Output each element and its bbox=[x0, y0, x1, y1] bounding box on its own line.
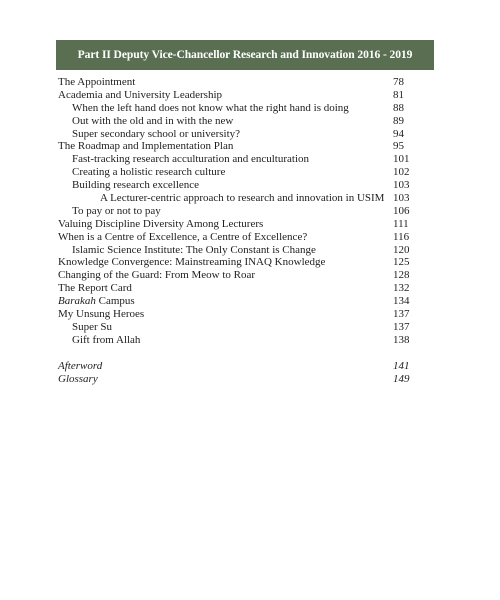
toc-entry-page: 103 bbox=[393, 192, 410, 205]
toc-entry-page: 137 bbox=[393, 308, 410, 321]
toc-entry-title: Creating a holistic research culture bbox=[72, 166, 226, 179]
toc-entry-title: When the left hand does not know what the right hand is doing bbox=[72, 101, 349, 114]
toc-entry-page: 137 bbox=[393, 320, 410, 333]
toc-entry-title: Glossary bbox=[58, 372, 98, 385]
toc-entry-title bbox=[58, 295, 135, 308]
toc-entry[interactable] bbox=[58, 89, 412, 102]
toc-entry-page: 149 bbox=[393, 372, 410, 385]
toc-entry-page: 88 bbox=[393, 101, 404, 114]
toc-entry[interactable] bbox=[58, 282, 412, 295]
toc-entry-page: 94 bbox=[393, 127, 404, 140]
toc-entry[interactable] bbox=[58, 269, 412, 282]
toc-backmatter-entry[interactable] bbox=[58, 373, 412, 386]
toc-entry-title: My Unsung Heroes bbox=[58, 308, 145, 321]
toc-entry-title: Out with the old and in with the new bbox=[72, 114, 234, 127]
toc-subentry[interactable] bbox=[58, 115, 412, 128]
toc-entry[interactable] bbox=[58, 308, 412, 321]
toc-entry[interactable] bbox=[58, 231, 412, 244]
toc-entry-page: 95 bbox=[393, 140, 404, 153]
toc-subentry[interactable] bbox=[58, 321, 412, 334]
toc-entry-title: Changing of the Guard: From Meow to Roar bbox=[58, 269, 256, 282]
toc-entry-page: 134 bbox=[393, 295, 410, 308]
toc-entry-page: 138 bbox=[393, 333, 410, 346]
toc-subsubentry[interactable] bbox=[58, 192, 412, 205]
toc-entry-title: Afterword bbox=[58, 359, 103, 372]
toc-entry-title: The Report Card bbox=[58, 282, 132, 295]
toc-entry[interactable] bbox=[58, 256, 412, 269]
toc-entry-title: Super Su bbox=[72, 320, 113, 333]
toc-entry-page: 128 bbox=[393, 269, 410, 282]
toc-entry-title: Gift from Allah bbox=[72, 333, 141, 346]
toc-entry-page: 78 bbox=[393, 76, 404, 88]
toc-entry-page: 120 bbox=[393, 243, 410, 256]
toc-entry-title: The Appointment bbox=[58, 76, 136, 88]
toc-entry-title: Building research excellence bbox=[72, 179, 200, 192]
part-header-bar bbox=[56, 40, 434, 70]
toc-entry-page: 81 bbox=[393, 88, 404, 101]
toc-entry-page: 116 bbox=[393, 230, 410, 243]
toc-entry[interactable] bbox=[58, 295, 412, 308]
toc-entry-title: The Roadmap and Implementation Plan bbox=[58, 140, 234, 153]
toc-subentry[interactable] bbox=[58, 128, 412, 141]
toc-subentry[interactable] bbox=[58, 166, 412, 179]
toc-subentry[interactable] bbox=[58, 244, 412, 257]
toc-entry-title-italic: Barakah bbox=[58, 295, 96, 308]
toc-entry-title: Islamic Science Institute: The Only Constant is Change bbox=[72, 243, 316, 256]
toc-entry-title: To pay or not to pay bbox=[72, 204, 161, 217]
toc-entry-page: 125 bbox=[393, 256, 410, 269]
toc-backmatter-entry[interactable] bbox=[58, 360, 412, 373]
toc-entry-page: 111 bbox=[393, 217, 409, 230]
section-gap bbox=[58, 347, 412, 360]
toc-entry-page: 106 bbox=[393, 204, 410, 217]
toc-entry-page: 102 bbox=[393, 166, 410, 179]
toc-entry-title: When is a Centre of Excellence, a Centre of Excellence? bbox=[58, 230, 308, 243]
toc-subentry[interactable] bbox=[58, 179, 412, 192]
toc-entry-title: Fast-tracking research acculturation and enculturation bbox=[72, 153, 310, 166]
table-of-contents bbox=[58, 76, 412, 385]
toc-entry[interactable] bbox=[58, 218, 412, 231]
toc-entry-title: Super secondary school or university? bbox=[72, 127, 241, 140]
toc-subentry[interactable] bbox=[58, 334, 412, 347]
toc-entry-title: Knowledge Convergence: Mainstreaming INAQ Knowledge bbox=[58, 256, 326, 269]
toc-subentry[interactable] bbox=[58, 153, 412, 166]
toc-entry[interactable] bbox=[58, 76, 412, 89]
toc-entry-page: 101 bbox=[393, 153, 410, 166]
toc-entry-page: 89 bbox=[393, 114, 404, 127]
toc-subentry[interactable] bbox=[58, 102, 412, 115]
part-header-title: Part II Deputy Vice-Chancellor Research and Innovation 2016 - 2019 bbox=[77, 48, 413, 61]
toc-entry-page: 141 bbox=[393, 359, 410, 372]
toc-entry-title: Valuing Discipline Diversity Among Lecturers bbox=[58, 217, 264, 230]
toc-entry-page: 103 bbox=[393, 179, 410, 192]
toc-entry-title: Academia and University Leadership bbox=[58, 88, 223, 101]
toc-entry-title-rest: Campus bbox=[98, 295, 135, 308]
toc-entry-title: A Lecturer-centric approach to research and innovation in USIM bbox=[100, 192, 385, 205]
toc-entry-page: 132 bbox=[393, 282, 410, 295]
toc-entry[interactable] bbox=[58, 140, 412, 153]
toc-subentry[interactable] bbox=[58, 205, 412, 218]
